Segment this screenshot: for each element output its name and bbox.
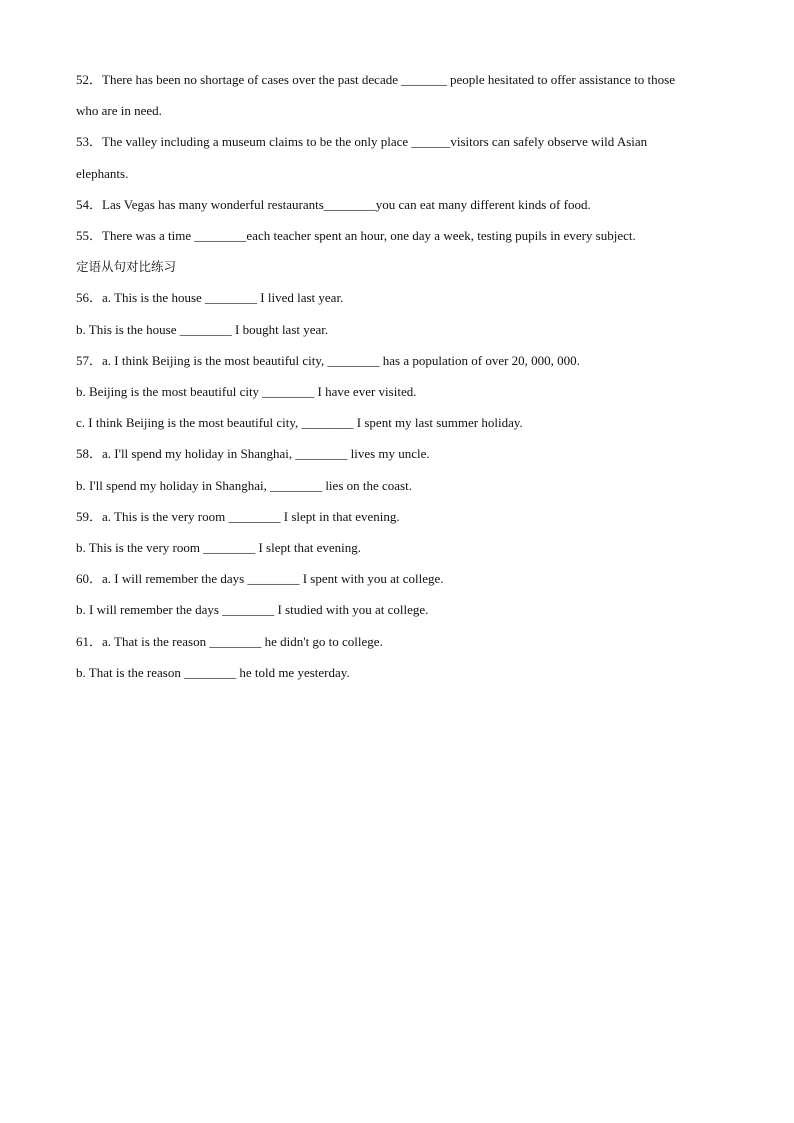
question-58-b: b. I'll spend my holiday in Shanghai, ________ lies on the coast.: [76, 477, 412, 493]
question-57-c: c. I think Beijing is the most beautiful city, ________ I spent my last summer holiday.: [76, 415, 523, 431]
question-56-b: b. This is the house ________ I bought last year.: [76, 321, 329, 337]
question-61-b: b. That is the reason ________ he told me yesterday.: [76, 664, 350, 680]
question-60-b: b. I will remember the days ________ I studied with you at college.: [76, 602, 429, 618]
question-57-a: 57．a. I think Beijing is the most beautiful city, ________ has a population of over 20, 000, 000.: [76, 352, 580, 368]
question-61-a: 61．a. That is the reason ________ he didn't go to college.: [76, 633, 383, 649]
question-60-a: 60．a. I will remember the days ________ I spent with you at college.: [76, 571, 444, 587]
question-53-line-1: 53．The valley including a museum claims to be the only place ______visitors can safely observe wild Asian: [76, 134, 648, 150]
section-heading: 定语从句对比练习: [76, 259, 177, 275]
question-59-a: 59．a. This is the very room ________ I slept in that evening.: [76, 508, 400, 524]
question-53-line-2: elephants.: [76, 165, 129, 181]
question-58-a: 58．a. I'll spend my holiday in Shanghai, ________ lives my uncle.: [76, 446, 430, 462]
question-54: 54．Las Vegas has many wonderful restaurants________you can eat many different kinds of food.: [76, 196, 591, 212]
question-59-b: b. This is the very room ________ I slept that evening.: [76, 540, 361, 556]
question-57-b: b. Beijing is the most beautiful city ________ I have ever visited.: [76, 384, 417, 400]
question-52-line-1: 52．There has been no shortage of cases over the past decade _______ people hesitated to offer assistance to those: [76, 72, 676, 87]
question-56-a: 56．a. This is the house ________ I lived last year.: [76, 290, 344, 306]
question-52-line-2: who are in need.: [76, 103, 162, 119]
question-55: 55．There was a time ________each teacher spent an hour, one day a week, testing pupils in every subject.: [76, 228, 636, 244]
